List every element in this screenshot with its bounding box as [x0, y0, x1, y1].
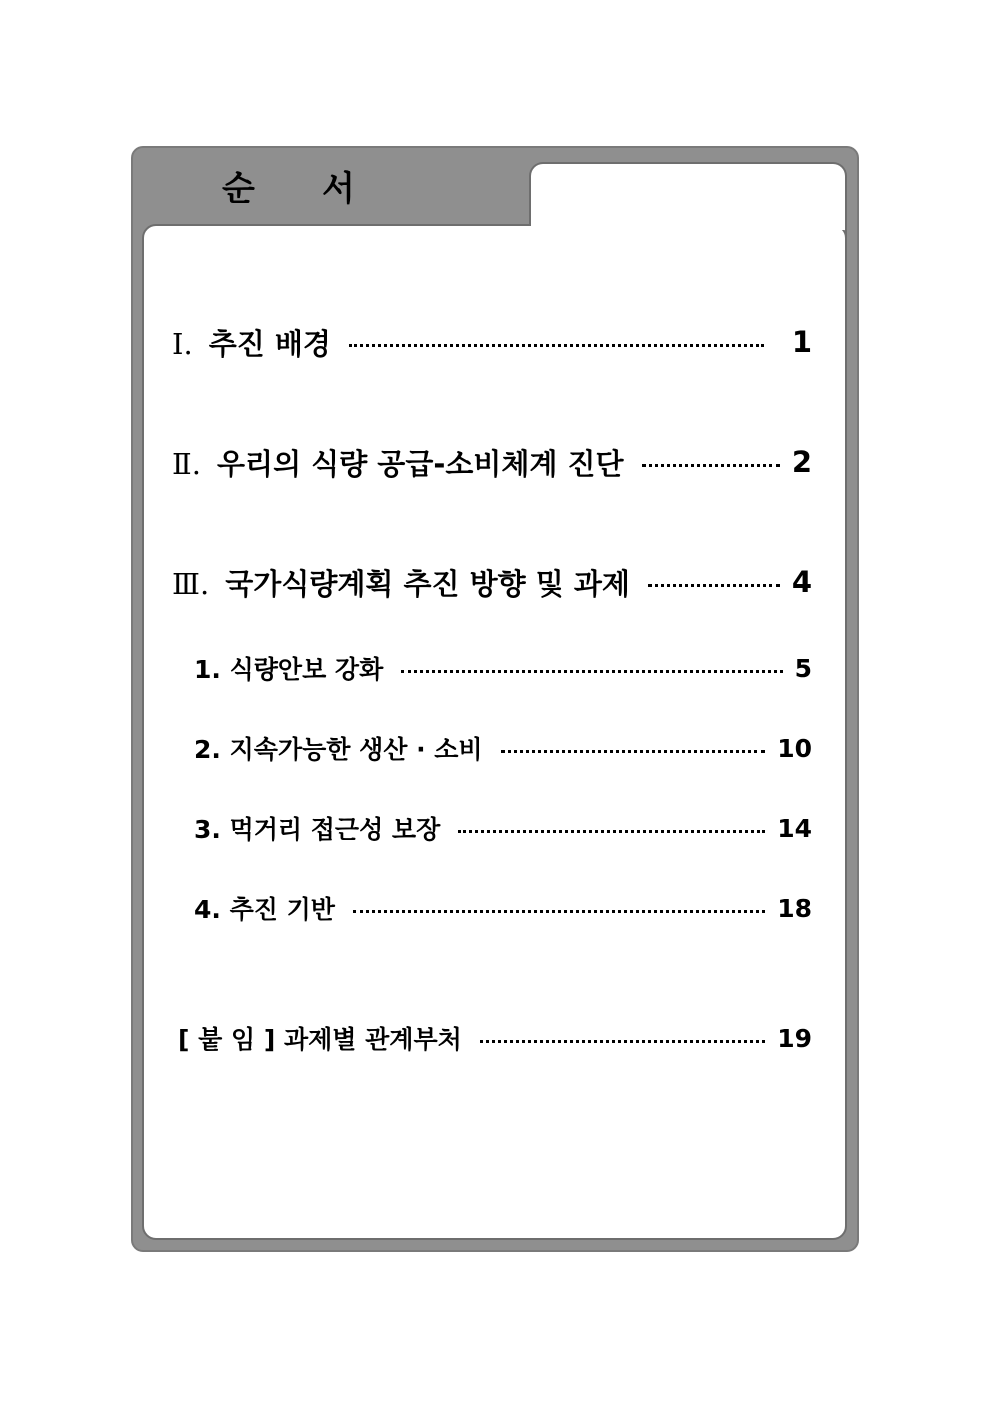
dot-leader: [480, 1040, 765, 1043]
toc-entry-1[interactable]: [172, 320, 812, 364]
toc-numeral: 1.: [194, 655, 221, 684]
dot-leader: [501, 750, 766, 753]
toc-numeral: Ⅲ.: [172, 566, 210, 601]
toc-entry-label: [178, 1020, 462, 1056]
toc-title: 우리의 식량 공급-소비체계 진단: [217, 446, 624, 481]
dot-leader: [349, 344, 764, 347]
toc-entry-label: [172, 442, 624, 483]
toc-entry-label: [194, 730, 483, 766]
toc-numeral: Ⅰ.: [172, 326, 193, 361]
toc-page-number: 4: [791, 565, 812, 599]
toc-page-number: 2: [791, 445, 812, 479]
toc-page-number: 14: [777, 813, 812, 843]
toc-entry-label: [194, 650, 383, 686]
toc-title: 국가식량계획 추진 방향 및 과제: [225, 566, 630, 601]
toc-title: 식량안보 강화: [229, 655, 384, 684]
toc-heading-char-2: 서: [322, 169, 355, 209]
toc-title: 지속가능한 생산 · 소비: [229, 735, 483, 764]
dot-leader: [401, 670, 782, 673]
toc-page-number: 1: [791, 325, 812, 359]
toc-page-number: 5: [794, 653, 812, 683]
toc-title: 먹거리 접근성 보장: [229, 815, 441, 844]
toc-heading-char-1: 순: [222, 169, 255, 209]
toc-appendix-tag: [ 붙 임 ]: [178, 1025, 276, 1054]
toc-title: 과제별 관계부처: [283, 1025, 462, 1054]
toc-subentry-2[interactable]: [194, 728, 812, 768]
dot-leader: [458, 830, 765, 833]
dot-leader: [642, 464, 780, 467]
toc-page-number: 10: [777, 733, 812, 763]
panel-join: [531, 222, 845, 230]
dot-leader: [353, 910, 765, 913]
toc-entry-3[interactable]: [172, 560, 812, 604]
toc-subentry-3[interactable]: [194, 808, 812, 848]
toc-page-number: 18: [777, 893, 812, 923]
toc-appendix-entry[interactable]: [178, 1018, 812, 1058]
toc-entry-label: [194, 810, 440, 846]
toc-entry-label: [172, 322, 331, 363]
toc-entry-label: [172, 562, 630, 603]
toc-subentry-1[interactable]: [194, 648, 812, 688]
toc-page-number: 19: [777, 1023, 812, 1053]
toc-title: 추진 배경: [208, 326, 331, 361]
toc-subentry-4[interactable]: [194, 888, 812, 928]
toc-numeral: Ⅱ.: [172, 446, 201, 481]
toc-numeral: 2.: [194, 735, 221, 764]
toc-numeral: 3.: [194, 815, 221, 844]
toc-title: 추진 기반: [229, 895, 335, 924]
toc-numeral: 4.: [194, 895, 221, 924]
toc-entry-label: [194, 890, 335, 926]
dot-leader: [648, 584, 780, 587]
toc-entry-2[interactable]: [172, 440, 812, 484]
